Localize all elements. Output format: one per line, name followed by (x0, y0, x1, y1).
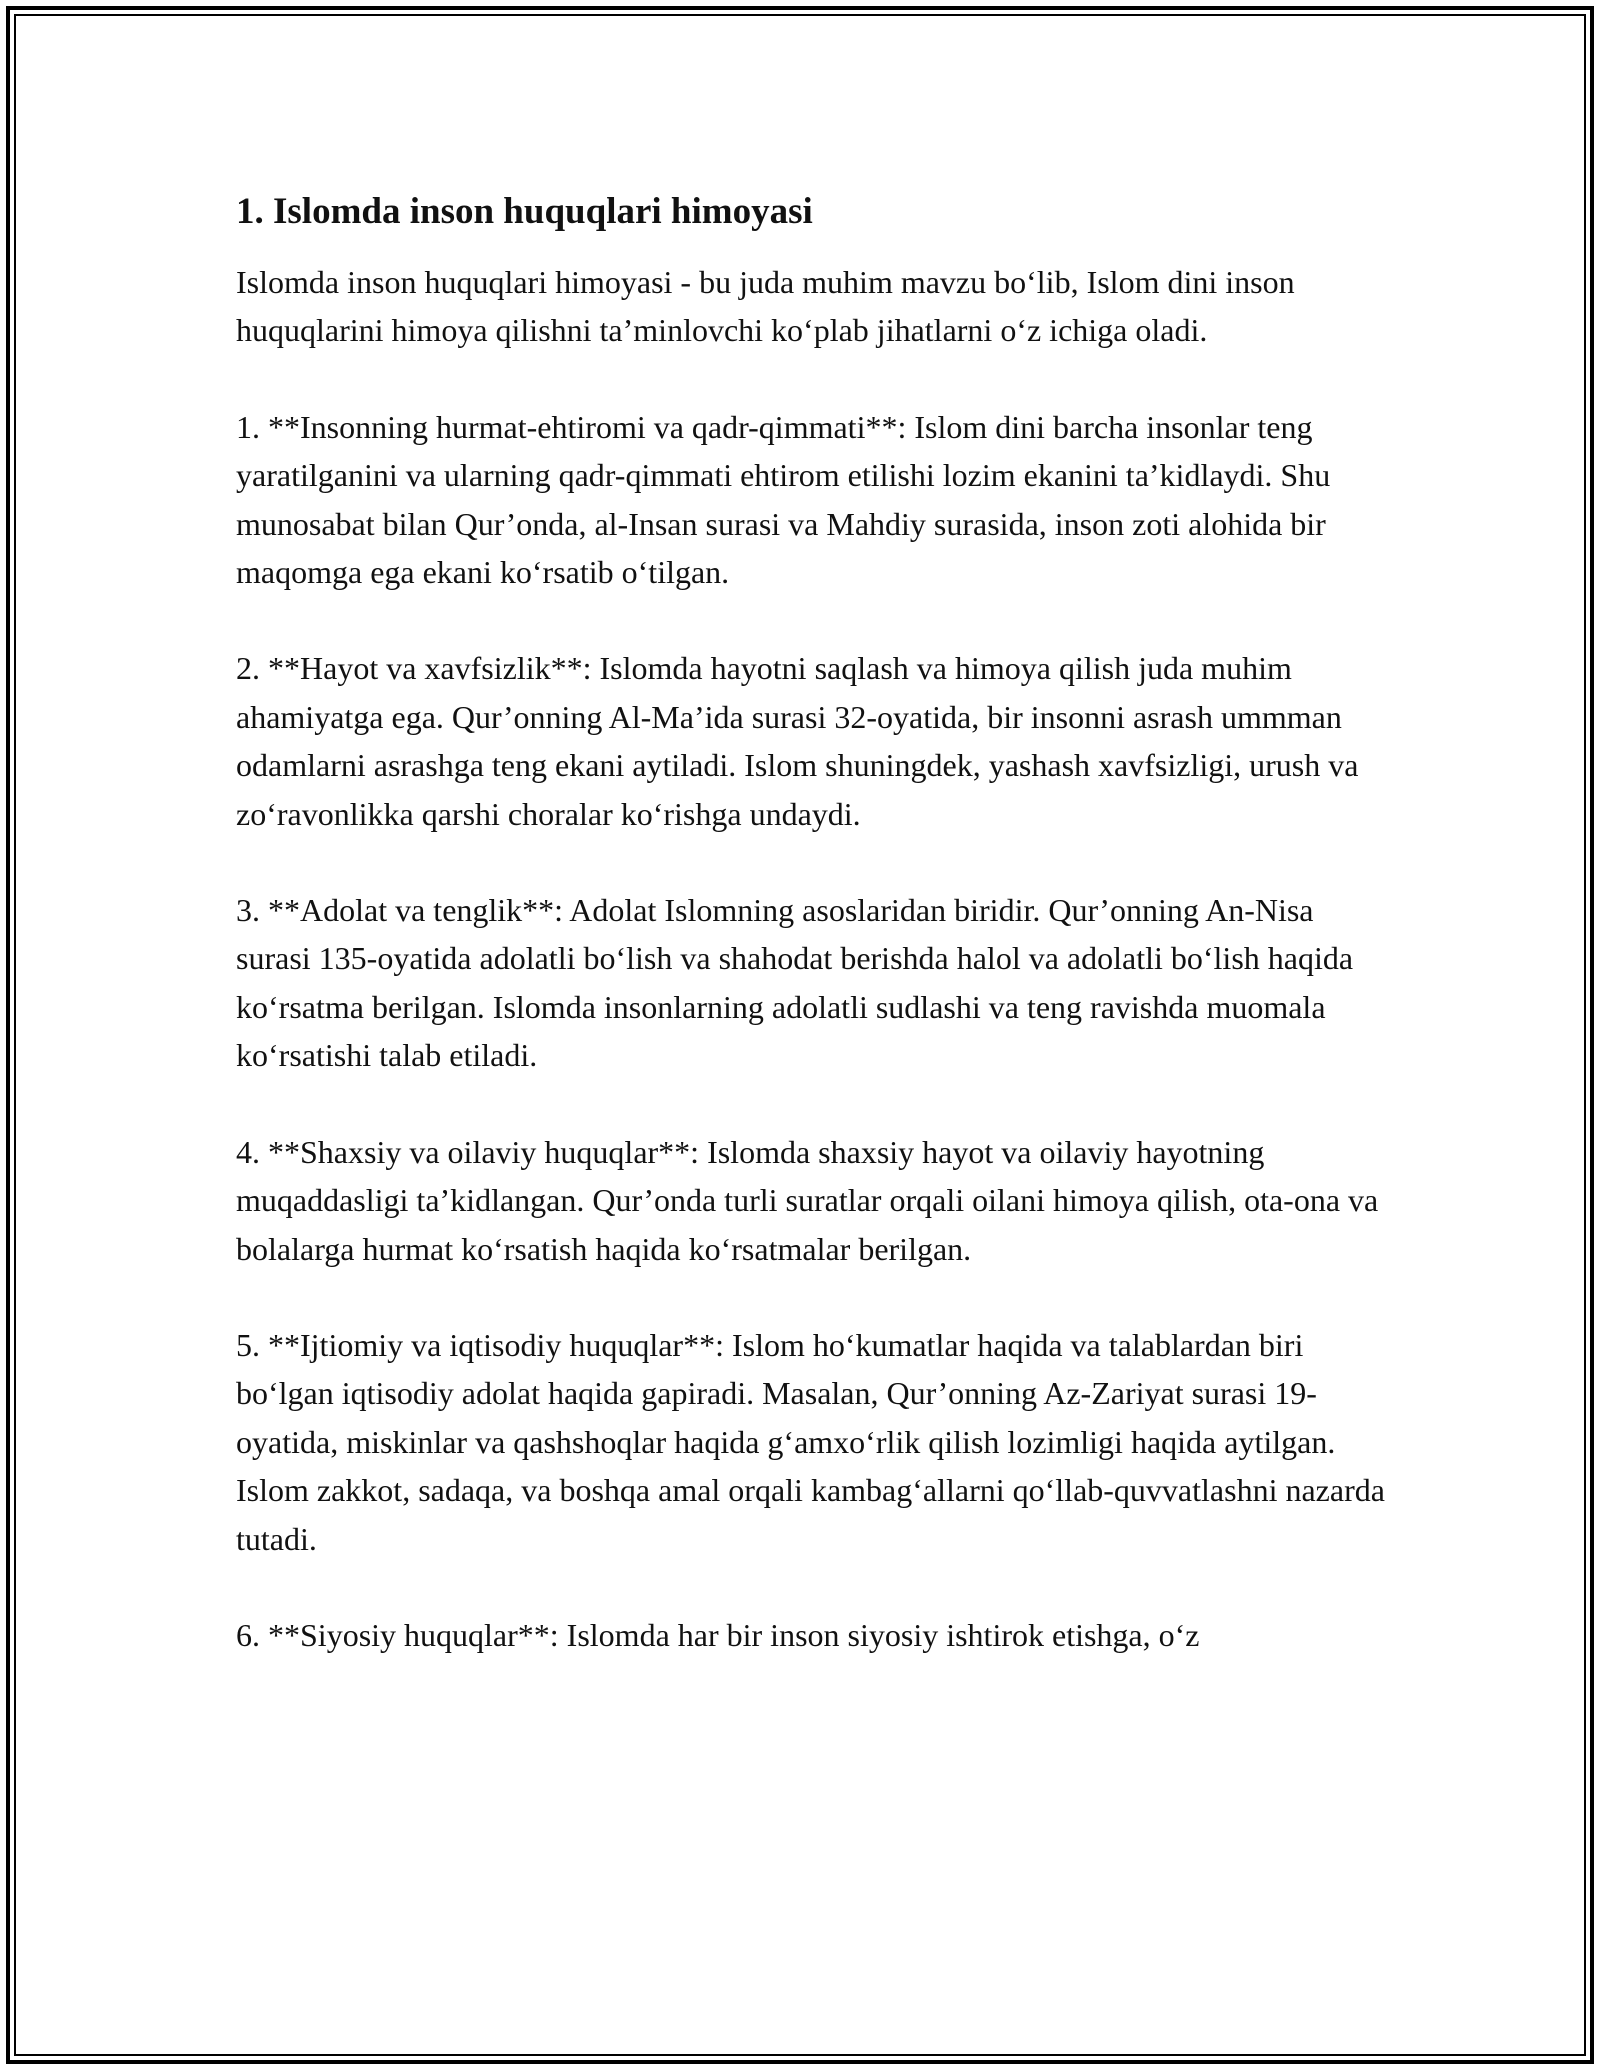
paragraph-item-3: 3. **Adolat va tenglik**: Adolat Islomning asoslaridan biridir. Qur’onning An-Nisa surasi 135-oyatida adolatli bo‘lish va shahodat berishda halol va adolatli bo‘lish haqida ko‘rsatma berilgan. Islomda insonlarning adolatli sudlashi va teng ravishda muomala ko‘rsatishi talab etiladi. (236, 892, 1354, 1074)
paragraph-item-4: 4. **Shaxsiy va oilaviy huquqlar**: Islomda shaxsiy hayot va oilaviy hayotning muqaddasligi ta’kidlangan. Qur’onda turli suratlar orqali oilani himoya qilish, ota-ona va bolalarga hurmat ko‘rsatish haqida ko‘rsatmalar berilgan. (236, 1133, 1379, 1267)
paragraph-item-1: 1. **Insonning hurmat-ehtiromi va qadr-qimmati**: Islom dini barcha insonlar teng yaratilganini va ularning qadr-qimmati ehtirom etilishi lozim ekanini ta’kidlaydi. Shu munosabat bilan Qur’onda, al-Insan surasi va Mahdiy surasida, inson zoti alohida bir maqomga ega ekani ko‘rsatib o‘tilgan. (236, 408, 1331, 591)
document-body (236, 188, 1386, 1659)
paragraph-item-5: 5. **Ijtiomiy va iqtisodiy huquqlar**: Islom ho‘kumatlar haqida va talablardan biri bo‘lgan iqtisodiy adolat haqida gapiradi. Masalan, Qur’onning Az-Zariyat surasi 19-oyatida, miskinlar va qashshoqlar haqida g‘amxo‘rlik qilish lozimligi haqida aytilgan. Islom zakkot, sadaqa, va boshqa amal orqali kambag‘allarni qo‘llab-quvvatlashni nazarda tutadi. (236, 1326, 1385, 1557)
paragraph-item-6: 6. **Siyosiy huquqlar**: Islomda har bir inson siyosiy ishtirok etishga, o‘z (236, 1616, 1200, 1653)
document-title: 1. Islomda inson huquqlari himoyasi (236, 191, 813, 232)
paragraph-intro: Islomda inson huquqlari himoyasi - bu juda muhim mavzu bo‘lib, Islom dini inson huquqlarini himoya qilishni ta’minlovchi ko‘plab jihatlarni o‘z ichiga oladi. (236, 264, 1295, 349)
paragraph-item-2: 2. **Hayot va xavfsizlik**: Islomda hayotni saqlash va himoya qilish juda muhim ahamiyatga ega. Qur’onning Al-Ma’ida surasi 32-oyatida, bir insonni asrash ummman odamlarni asrashga teng ekani aytiladi. Islom shuningdek, yashash xavfsizligi, urush va zo‘ravonlikka qarshi choralar ko‘rishga undaydi. (236, 650, 1359, 832)
